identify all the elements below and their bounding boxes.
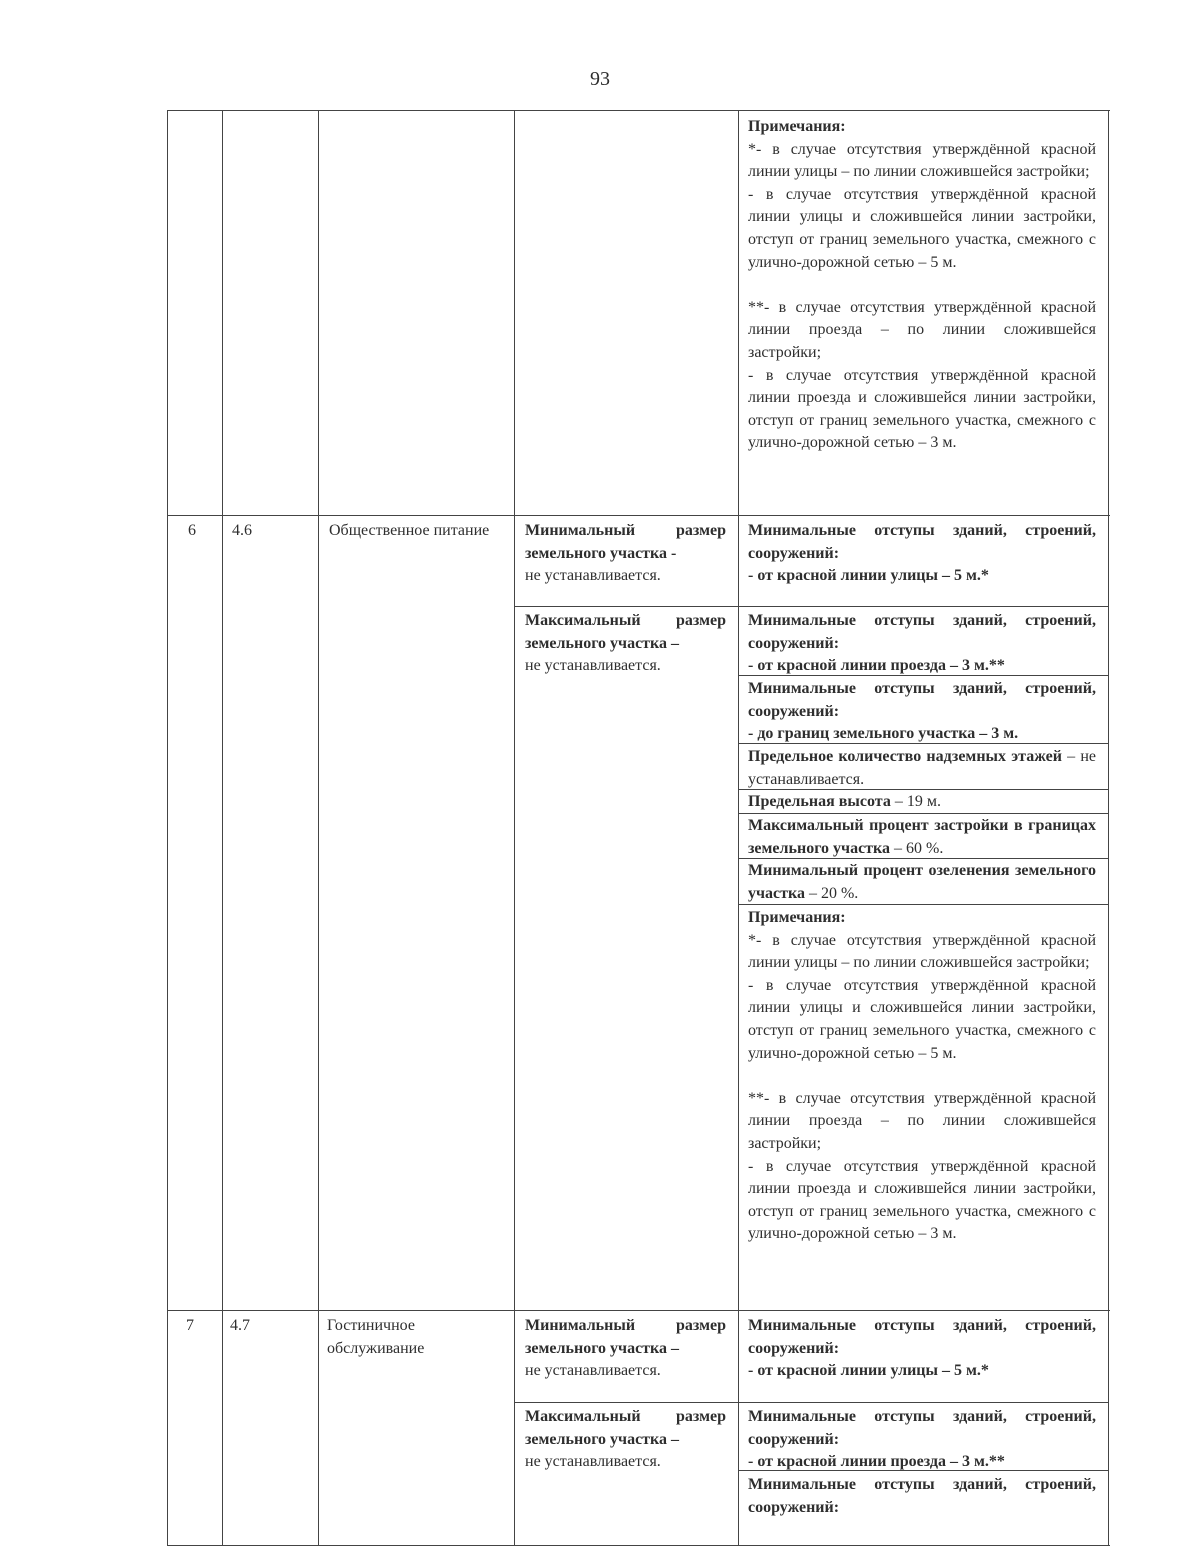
min-size-cell <box>525 1315 726 1383</box>
table-left-border <box>167 110 168 1545</box>
floors-value: – не устанавливается. <box>748 748 1096 788</box>
height-title: Предельная высота <box>748 793 891 810</box>
use-name: Общественное питание <box>329 522 490 539</box>
min-size-value: не устанавливается. <box>525 1362 661 1380</box>
max-size-value: не устанавливается. <box>525 1453 661 1471</box>
notes-paragraph: - в случае отсутствия утверждённой красной линии улицы и сложившейся линии застройки, отступ от границ земельного участка, смежного с улично-дорожной сетью – 5 м. <box>748 185 1096 271</box>
notes-paragraph: *- в случае отсутствия утверждённой красной линии улицы – по линии сложившейся застройки; <box>748 140 1096 181</box>
min-size-title: Минимальный размер земельного участка - <box>525 522 726 562</box>
min-size-cell <box>525 520 726 588</box>
table-right-border <box>1108 110 1109 1545</box>
setback-title: Минимальные отступы зданий, строений, сооружений: <box>748 680 1096 720</box>
setback-title: Минимальные отступы зданий, строений, сооружений: <box>748 1476 1096 1516</box>
use-name: Гостиничное обслуживание <box>327 1317 425 1357</box>
row-separator-7 <box>167 1310 1110 1311</box>
min-size-title: Минимальный размер земельного участка – <box>525 1317 726 1357</box>
setback-street-cell <box>748 520 1096 588</box>
setback-value: - от красной линии проезда – 3 м.** <box>748 1453 1005 1471</box>
column-divider-1 <box>222 110 223 1545</box>
height-cell <box>748 791 1096 814</box>
row-separator-6 <box>167 515 1110 516</box>
max-coverage-value: – 60 %. <box>894 839 944 857</box>
notes-block <box>748 907 1096 1246</box>
setback-boundary-cell <box>748 678 1096 746</box>
min-green-cell <box>748 860 1096 905</box>
row-number: 6 <box>188 522 196 539</box>
notes-block-continued <box>748 116 1096 455</box>
notes-paragraph: **- в случае отсутствия утверждённой красной линии проезда – по линии сложившейся застройки; <box>748 1089 1096 1152</box>
notes-paragraph: *- в случае отсутствия утверждённой красной линии улицы – по линии сложившейся застройки; <box>748 931 1096 972</box>
min-green-value: – 20 %. <box>808 884 859 902</box>
notes-paragraph: **- в случае отсутствия утверждённой красной линии проезда – по линии сложившейся застройки; <box>748 298 1096 361</box>
max-size-cell <box>525 1406 726 1474</box>
setback-value: - от красной линии улицы – 5 м.* <box>748 1362 989 1380</box>
max-coverage-cell <box>748 815 1096 860</box>
table-top-border <box>167 110 1110 111</box>
table-bottom-border <box>167 1545 1110 1546</box>
setback-title: Минимальные отступы зданий, строений, сооружений: <box>748 522 1096 562</box>
notes-paragraph: - в случае отсутствия утверждённой красной линии улицы и сложившейся линии застройки, отступ от границ земельного участка, смежного с улично-дорожной сетью – 5 м. <box>748 976 1096 1062</box>
notes-title: Примечания: <box>748 118 846 135</box>
row6-subrow-separator <box>514 606 1109 607</box>
floors-title: Предельное количество надземных этажей <box>748 748 1062 765</box>
row7-subrow-separator <box>514 1402 1109 1403</box>
use-code: 4.6 <box>232 522 252 539</box>
column-divider-3 <box>514 110 515 1545</box>
setback-street-cell <box>748 1315 1096 1383</box>
setback-passage-cell <box>748 1406 1096 1474</box>
min-green-title: Минимальный процент озеленения земельного участка <box>748 862 1096 902</box>
column-divider-4 <box>738 110 739 1545</box>
column-divider-2 <box>318 110 319 1545</box>
notes-paragraph: - в случае отсутствия утверждённой красной линии проезда и сложившейся линии застройки, отступ от границ земельного участка, смежного с улично-дорожной сетью – 3 м. <box>748 1157 1096 1243</box>
setback-boundary-cell <box>748 1474 1096 1519</box>
max-coverage-title: Максимальный процент застройки в границах земельного участка <box>748 817 1096 857</box>
max-size-value: не устанавливается. <box>525 657 661 675</box>
row-number: 7 <box>186 1317 194 1334</box>
setback-passage-cell <box>748 610 1096 678</box>
setback-title: Минимальные отступы зданий, строений, сооружений: <box>748 1408 1096 1448</box>
setback-value: - до границ земельного участка – 3 м. <box>748 725 1019 743</box>
scan-margin-line <box>0 60 1 1500</box>
notes-title: Примечания: <box>748 909 846 926</box>
notes-paragraph: - в случае отсутствия утверждённой красной линии проезда и сложившейся линии застройки, отступ от границ земельного участка, смежного с улично-дорожной сетью – 3 м. <box>748 366 1096 452</box>
page-number: 93 <box>590 68 610 90</box>
max-size-title: Максимальный размер земельного участка – <box>525 612 726 652</box>
setback-title: Минимальные отступы зданий, строений, сооружений: <box>748 1317 1096 1357</box>
height-value: – 19 м. <box>894 793 941 810</box>
setback-value: - от красной линии улицы – 5 м.* <box>748 567 989 585</box>
max-size-title: Максимальный размер земельного участка – <box>525 1408 726 1448</box>
use-code: 4.7 <box>230 1317 250 1334</box>
min-size-value: не устанавливается. <box>525 567 661 585</box>
setback-title: Минимальные отступы зданий, строений, сооружений: <box>748 612 1096 652</box>
setback-value: - от красной линии проезда – 3 м.** <box>748 657 1005 675</box>
floors-cell <box>748 746 1096 791</box>
max-size-cell <box>525 610 726 678</box>
